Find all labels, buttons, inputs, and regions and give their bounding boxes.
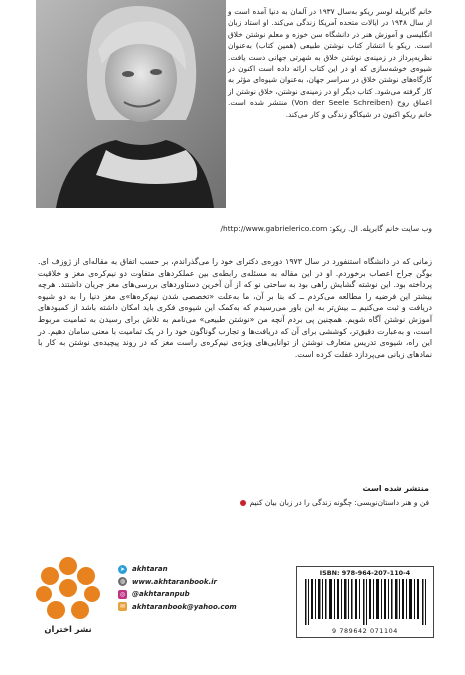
author-website: وب سایت خانم گابریله. ال. ریکو: http://www.gabrielerico.com/: [220, 224, 432, 233]
globe-icon: ◍: [119, 578, 126, 586]
contact-telegram[interactable]: [118, 563, 238, 576]
email-icon: ✉: [119, 603, 126, 611]
contact-email[interactable]: [118, 601, 238, 614]
published-item: [240, 498, 429, 507]
publisher-logo-icon: [36, 556, 100, 622]
barcode-number: 9 789642 071104: [332, 627, 398, 635]
contact-list: [118, 563, 238, 613]
telegram-icon: ➤: [119, 565, 126, 573]
barcode-bars: [305, 579, 427, 625]
contact-email-text: akhtaranbook@yahoo.com: [132, 602, 237, 611]
instagram-icon: ◎: [119, 590, 126, 598]
contact-website[interactable]: [118, 576, 238, 589]
author-photo: [36, 0, 226, 208]
author-bio: خانم گابریله لوسر ریکو به‌سال ۱۹۳۷ در آلمان به دنیا آمده است و از سال ۱۹۴۸ در ایالات متحده آمریکا زندگی می‌کند. او استاد زبان انگلیسی و آموزش هنر در دانشگاه سن خوزه و معلم نوشتن خلاق است. ریکو با انتشار کتاب نوشتن طبیعی (همین کتاب) به‌عنوان نظریه‌پرداز در زمینه‌ی نوشتن خلاق به شهرتی جهانی دست یافت. شیوه‌ی خوشه‌سازی که او در این کتاب ارائه داده است اکنون در کارگاه‌های نوشتن خلاق در سراسر جهان، به‌عنوان شیوه‌ای مؤثر به کار گرفته می‌شود. کتاب دیگر او در زمینه‌ی نوشتن، خلاق نوشتن از اعماق روح (Von der Seele Schreiben) منتشر شده است. خانم ریکو اکنون در شیکاگو زندگی و کار می‌کند.: [228, 7, 432, 119]
publisher-name: نشر اختران: [44, 624, 92, 634]
book-excerpt: زمانی که در دانشگاه استنفورد در سال ۱۹۷۳ دوره‌ی دکترای خود را می‌گذراندم، بر حسب اتفاق به مقاله‌ای از ژوزف ای. بوگن جراح اعصاب برخوردم. او در این مقاله به مسئله‌ی رابطه‌ی بین عملکردهای متفاوت دو نیم‌کره‌ی مغز و خلاقیت پرداخته بود. این نوشته گشایش راهی بود به ساحتی نو که از آن آخرین دستاوردهای بررسی‌های مغز جریان داشتند. هرچه بیشتر این فرضیه را مطالعه می‌کردم ــ که بنا بر آن، ما به‌علت «تخصصی شدن نیم‌کره‌ها»ی مغز دنیا را به دو شیوه دریافت و ثبت می‌کنیم ــ بیش‌تر به این باور می‌رسیدم که به‌کمک این شیوه‌ی فکری باید امکان داشته باشد از کمبودهای آموزش نوشتن آگاه شویم. همچنین پی بردم آنچه من «نوشتن طبیعی» می‌نامم به تلاش برای رسیدن به تمامیت مربوط است، و به‌عبارت دقیق‌تر، کوششی برای آن که دریافت‌ها و تجارب گوناگون خود را در یک تمامیت با معنی سامان دهیم. در این راه، شیوه‌ی تدریس متعارف نوشتن از توانایی‌های ویژه‌ی نیم‌کره‌ی راست مغز که در روند پیچیده‌ی نوشتن به کار با نمادهای زبانی می‌پردازد غفلت کرده است.: [38, 257, 433, 359]
published-item-title: فن و هنر داستان‌نویسی: چگونه زندگی را در زبان بیان کنیم: [249, 498, 429, 507]
contact-telegram-text: akhtaran: [132, 565, 168, 574]
published-heading: منتشر شده است: [362, 484, 429, 493]
author-portrait-image: [36, 0, 226, 208]
red-bullet-icon: [240, 500, 246, 506]
contact-instagram-text: @akhtaranpub: [132, 590, 190, 599]
isbn-barcode: [296, 566, 434, 638]
contact-instagram[interactable]: [118, 588, 238, 601]
isbn-label: ISBN: 978-964-207-110-4: [319, 569, 411, 577]
contact-website-text: www.akhtaranbook.ir: [132, 577, 217, 586]
